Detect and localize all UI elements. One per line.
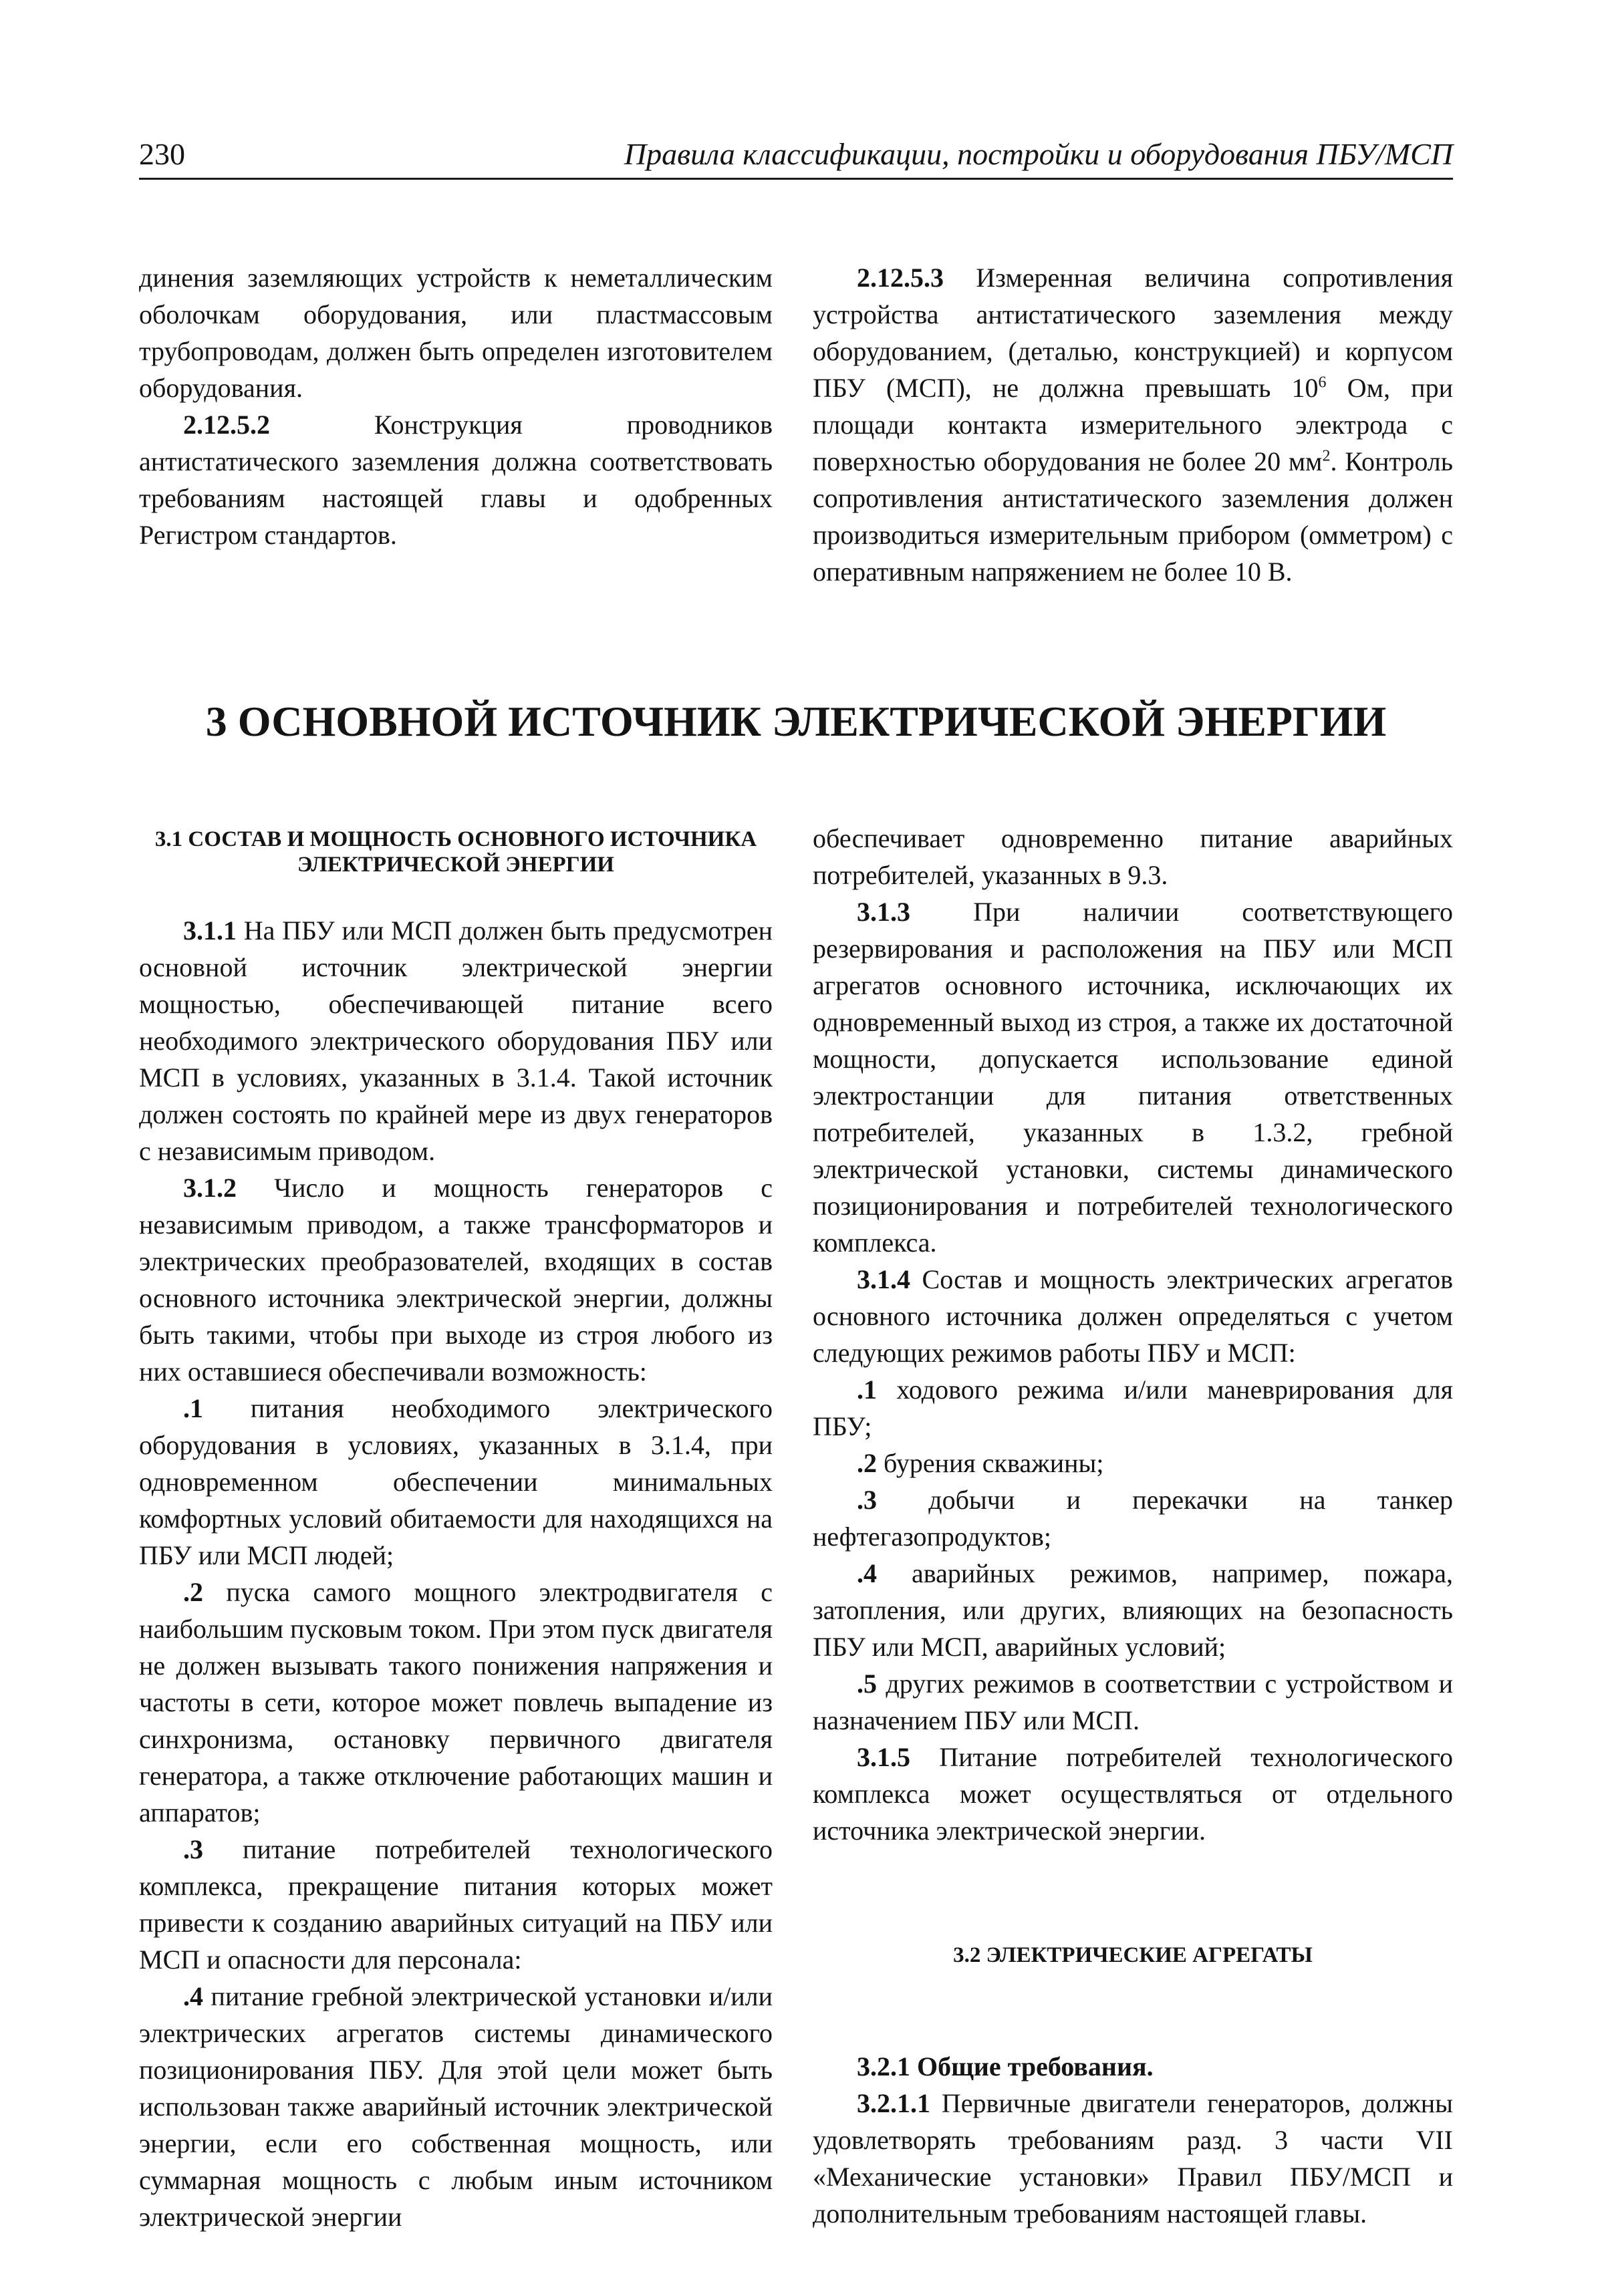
item-number: .5 — [857, 1669, 877, 1699]
left-column — [139, 827, 773, 2235]
item-number: .1 — [183, 1393, 203, 1423]
item-text: других режимов в соответствии с устройством и назначением ПБУ или МСП. — [813, 1669, 1453, 1735]
item-text: пуска самого мощного электродвигателя с наибольшим пусковым током. При этом пуск двигателя не должен вызывать такого понижения напряжения и частоты в сети, которое может повлечь выпадение из синхронизма, остановку первичного двигателя генератора, а также отключение работающих машин и аппаратов; — [139, 1577, 773, 1828]
clause-number: 3.1.1 — [183, 915, 237, 946]
spacer — [813, 1849, 1453, 1943]
item-number: .1 — [857, 1375, 877, 1405]
clause-text: Ом, при площади контакта измерительного электрода с поверхностью оборудования не более 20 мм — [813, 373, 1453, 476]
list-item — [813, 1371, 1453, 1445]
clause-text: При наличии соответствующего резервирования и расположения на ПБУ или МСП агрегатов основного источника, исключающих их одновременный выход из строя, а также их достаточной мощности, допускается использование единой электростанции для питания ответственных потребителей, указанных в 1.3.2, гребной электрической установки, системы динамического позиционирования и потребителей технологического комплекса. — [813, 897, 1453, 1258]
paragraph-3-1-2 — [139, 1169, 773, 1390]
paragraph-3-2-1-1 — [813, 2085, 1453, 2232]
list-item — [813, 1481, 1453, 1555]
clause-number: 3.1.3 — [857, 897, 910, 927]
item-text: бурения скважины; — [877, 1448, 1104, 1478]
spacer — [139, 877, 773, 912]
clause-text: Измеренная величина сопротивления устройства антистатического заземления между оборудованием, (деталью, конструкцией) и корпусом ПБУ (МСП), не должна превышать 10 — [813, 263, 1453, 403]
section-heading: ЭЛЕКТРИЧЕСКОЙ ЭНЕРГИИ — [297, 853, 614, 877]
clause-number: 3.1.5 — [857, 1742, 910, 1772]
clause-text: . Контроль сопротивления антистатического заземления должен производиться измерительным прибором (омметром) с оперативным напряжением не более 10 В. — [813, 446, 1453, 587]
clause-number: 3.2.1.1 — [857, 2088, 930, 2118]
top-right-column — [813, 259, 1453, 590]
superscript: 2 — [1322, 447, 1331, 465]
list-item — [813, 1555, 1453, 1665]
item-number: .4 — [183, 1981, 203, 2011]
clause-text: Состав и мощность электрических агрегатов основного источника должен определяться с учетом следующих режимов работы ПБУ и МСП: — [813, 1264, 1453, 1368]
clause-text: Питание потребителей технологического комплекса может осуществляться от отдельного источника электрической энергии. — [813, 1742, 1453, 1846]
section-heading: 3.2 ЭЛЕКТРИЧЕСКИЕ АГРЕГАТЫ — [953, 1943, 1313, 1967]
item-number: .4 — [857, 1558, 877, 1588]
paragraph-2-12-5-3 — [813, 259, 1453, 590]
spacer — [813, 1968, 1453, 2048]
paragraph-3-1-1 — [139, 912, 773, 1169]
top-left-column — [139, 259, 773, 553]
list-item — [139, 1574, 773, 1831]
paragraph: динения заземляющих устройств к неметаллическим оболочкам оборудования, или пластмассовым трубопроводам, должен быть определен изготовителем оборудования. — [139, 263, 773, 403]
clause-number: 3.1.4 — [857, 1264, 910, 1294]
sub-heading: 3.2.1 Общие требования. — [857, 2051, 1154, 2082]
running-title: Правила классификации, постройки и оборудования ПБУ/МСП — [624, 137, 1453, 171]
item-text: питание потребителей технологического комплекса, прекращение питания которых может привести к созданию аварийных ситуаций на ПБУ или МСП и опасности для персонала: — [139, 1834, 773, 1975]
paragraph-3-1-5 — [813, 1739, 1453, 1849]
right-column — [813, 820, 1453, 2232]
item-text: ходового режима и/или маневрирования для ПБУ; — [813, 1375, 1453, 1441]
list-item — [139, 1390, 773, 1574]
item-text: питание гребной электрической установки и/или электрических агрегатов системы динамического позиционирования ПБУ. Для этой цели может быть использован также аварийный источник электрической энергии, если его собственная мощность, или суммарная мощность с любым иным источником электрической энергии — [139, 1981, 773, 2232]
list-item — [813, 1665, 1453, 1739]
item-text: аварийных режимов, например, пожара, затопления, или других, влияющих на безопасность ПБУ или МСП, аварийных условий; — [813, 1558, 1453, 1662]
page-header — [139, 131, 1453, 180]
clause-text: На ПБУ или МСП должен быть предусмотрен основной источник электрической энергии мощностью, обеспечивающей питание всего необходимого электрического оборудования ПБУ или МСП в условиях, указанных в 3.1.4. Такой источник должен состоять по крайней мере из двух генераторов с независимым приводом. — [139, 915, 773, 1166]
list-item — [139, 1978, 773, 2235]
clause-number: 3.1.2 — [183, 1173, 237, 1203]
clause-number: 2.12.5.3 — [857, 263, 944, 293]
list-item — [813, 1445, 1453, 1481]
item-text: добычи и перекачки на танкер нефтегазопродуктов; — [813, 1485, 1453, 1552]
clause-text: Первичные двигатели генераторов, должны удовлетворять требованиям разд. 3 части VII «Механические установки» Правил ПБУ/МСП и дополнительным требованиям настоящей главы. — [813, 2088, 1453, 2229]
clause-text: Конструкция проводников антистатического заземления должна соответствовать требованиям настоящей главы и одобренных Регистром стандартов. — [139, 410, 773, 550]
paragraph-continuation: обеспечивает одновременно питание аварийных потребителей, указанных в 9.3. — [813, 823, 1453, 890]
item-number: .2 — [857, 1448, 877, 1478]
chapter-title: 3 ОСНОВНОЙ ИСТОЧНИК ЭЛЕКТРИЧЕСКОЙ ЭНЕРГИИ — [205, 698, 1387, 745]
item-number: .3 — [857, 1485, 877, 1515]
page-number: 230 — [139, 137, 185, 171]
clause-text: Число и мощность генераторов с независимым приводом, а также трансформаторов и электрических преобразователей, входящих в состав основного источника электрической энергии, должны быть такими, чтобы при выходе из строя любого из них оставшиеся обеспечивали возможность: — [139, 1173, 773, 1387]
superscript: 6 — [1318, 374, 1327, 392]
item-number: .2 — [183, 1577, 203, 1607]
clause-number: 2.12.5.2 — [183, 410, 270, 440]
item-number: .3 — [183, 1834, 203, 1864]
section-heading: 3.1 СОСТАВ И МОЩНОСТЬ ОСНОВНОГО ИСТОЧНИКА — [154, 827, 757, 851]
paragraph-3-1-3 — [813, 893, 1453, 1261]
paragraph-3-1-4 — [813, 1261, 1453, 1371]
paragraph-2-12-5-2 — [139, 406, 773, 553]
item-text: питания необходимого электрического оборудования в условиях, указанных в 3.1.4, при одновременном обеспечении минимальных комфортных условий обитаемости для находящихся на ПБУ или МСП людей; — [139, 1393, 773, 1570]
list-item — [139, 1831, 773, 1978]
